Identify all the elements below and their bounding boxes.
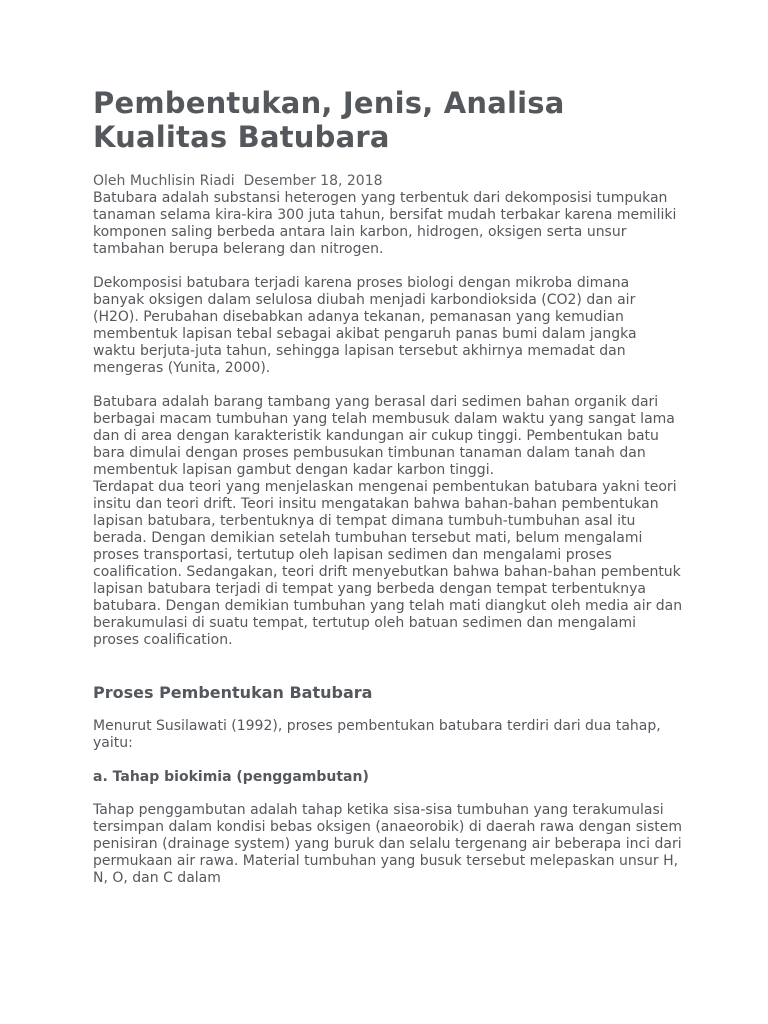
subsection-paragraph: Tahap penggambutan adalah tahap ketika sisa-sisa tumbuhan yang terakumulasi tersimpan dalam kondisi bebas oksigen (anaeorobik) di daerah rawa dengan sistem penisiran (drainage system) yang buruk dan selalu tergenang air beberapa inci dari permukaan air rawa. Material tumbuhan yang busuk tersebut melepaskan unsur H, N, O, dan C dalam: [93, 802, 682, 886]
subsection-heading: a. Tahap biokimia (penggambutan): [93, 769, 369, 785]
article-title: Pembentukan, Jenis, Analisa Kualitas Batubara: [93, 86, 565, 154]
paragraph-3: Batubara adalah barang tambang yang berasal dari sedimen bahan organik dari berbagai macam tumbuhan yang telah membusuk dalam waktu yang sangat lama dan di area dengan karakteristik kandungan air cukup tinggi. Pembentukan batu bara dimulai dengan proses pembusukan timbunan tanaman dalam tanah dan membentuk lapisan gambut dengan kadar karbon tinggi.: [93, 394, 675, 478]
section-intro: Menurut Susilawati (1992), proses pembentukan batubara terdiri dari dua tahap, yaitu:: [93, 718, 661, 751]
paragraph-4: Terdapat dua teori yang menjelaskan mengenai pembentukan batubara yakni teori insitu dan teori drift. Teori insitu mengatakan bahwa bahan-bahan pembentukan lapisan batubara, terbentuknya di tempat dimana tumbuh-tumbuhan asal itu berada. Dengan demikian setelah tumbuhan tersebut mati, belum mengalami proses transportasi, tertutup oleh lapisan sedimen dan mengalami proses coalification. Sedangakan, teori drift menyebutkan bahwa bahan-bahan pembentuk lapisan batubara terjadi di tempat yang berbeda dengan tempat terbentuknya batubara. Dengan demikian tumbuhan yang telah mati diangkut oleh media air dan berakumulasi di suatu tempat, tertutup oleh batuan sedimen dan mengalami proses coalification.: [93, 479, 683, 648]
document-page: [93, 86, 683, 887]
paragraph-2: Dekomposisi batubara terjadi karena proses biologi dengan mikroba dimana banyak oksigen dalam selulosa diubah menjadi karbondioksida (CO2) dan air (H2O). Perubahan disebabkan adanya tekanan, pemanasan yang kemudian membentuk lapisan tebal sebagai akibat pengaruh panas bumi dalam jangka waktu berjuta-juta tahun, sehingga lapisan tersebut akhirnya memadat dan mengeras (Yunita, 2000).: [93, 275, 637, 376]
section-heading: Proses Pembentukan Batubara: [93, 683, 373, 702]
author-date-line: Oleh Muchlisin Riadi Desember 18, 2018: [93, 173, 383, 189]
paragraph-1: Batubara adalah substansi heterogen yang terbentuk dari dekomposisi tumpukan tanaman selama kira-kira 300 juta tahun, bersifat mudah terbakar karena memiliki komponen saling berbeda antara lain karbon, hidrogen, oksigen serta unsur tambahan berupa belerang dan nitrogen.: [93, 190, 677, 257]
